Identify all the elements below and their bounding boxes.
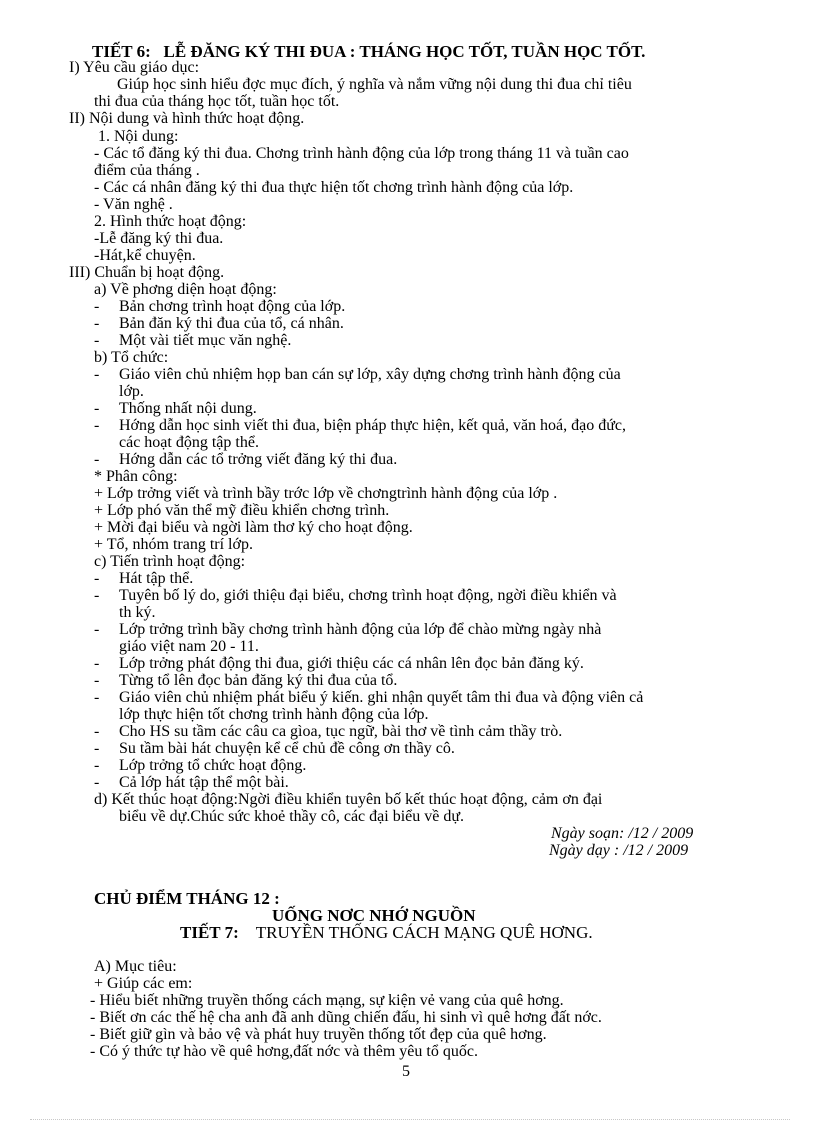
- list-item: Một vài tiết mục văn nghệ.: [119, 332, 292, 349]
- list-dash: -: [94, 366, 100, 383]
- month-theme-heading: CHỦ ĐIỂM THÁNG 12 :: [94, 889, 280, 908]
- lesson-6-label: TIẾT 6:: [92, 42, 151, 61]
- list-item: Giáo viên chủ nhiệm họp ban cán sự lớp, xây dựng chơng trình hành động của: [119, 366, 621, 383]
- prep-date: Ngày soạn: /12 / 2009: [551, 825, 694, 842]
- lesson-7-label: TIẾT 7:: [180, 923, 239, 942]
- list-item-cont: lớp thực hiện tốt chơng trình hành động của lớp.: [119, 706, 429, 723]
- text-line: + Tổ, nhóm trang trí lớp.: [94, 536, 253, 553]
- text-line: - Các tổ đăng ký thi đua. Chơng trình hành động của lớp trong tháng 11 và tuần cao: [94, 145, 629, 162]
- list-item: Giáo viên chủ nhiệm phát biểu ý kiến. ghi nhận quyết tâm thi đua và động viên cả: [119, 689, 644, 706]
- text-line: biểu về dự.Chúc sức khoẻ thầy cô, các đại biểu về dự.: [119, 808, 465, 825]
- list-item-cont: th ký.: [119, 604, 156, 621]
- text-line: - Biết ơn các thế hệ cha anh đã anh dũng chiến đấu, hi sinh vì quê hơng đất nớc.: [90, 1009, 602, 1026]
- text-line: + Mời đại biểu và ngời làm thơ ký cho hoạt động.: [94, 519, 413, 536]
- text-line: thi đua của tháng học tốt, tuần học tốt.: [94, 93, 340, 110]
- list-item: Lớp trởng tổ chức hoạt động.: [119, 757, 307, 774]
- list-item-cont: lớp.: [119, 383, 144, 400]
- text-line: II) Nội dung và hình thức hoạt động.: [69, 110, 305, 127]
- list-item: Hớng dẫn học sinh viết thi đua, biện pháp thực hiện, kết quả, văn hoá, đạo đức,: [119, 417, 627, 434]
- list-item: Thống nhất nội dung.: [119, 400, 257, 417]
- text-line: - Văn nghệ .: [94, 196, 173, 213]
- teaching-date: Ngày dạy : /12 / 2009: [549, 842, 689, 859]
- text-line: -Hát,kể chuyện.: [94, 247, 196, 264]
- lesson-7-heading: [180, 924, 593, 941]
- text-line: -Lễ đăng ký thi đua.: [94, 230, 224, 247]
- list-dash: -: [94, 451, 100, 468]
- list-item: Từng tổ lên đọc bản đăng ký thi đua của tổ.: [119, 672, 398, 689]
- lesson-6-title: LỄ ĐĂNG KÝ THI ĐUA : THÁNG HỌC TỐT, TUẦN HỌC TỐT.: [163, 42, 646, 61]
- text-line: - Có ý thức tự hào về quê hơng,đất nớc và thêm yêu tổ quốc.: [90, 1043, 478, 1060]
- text-line: điểm của tháng .: [94, 162, 200, 179]
- list-item: Tuyên bố lý do, giới thiệu đại biểu, chơng trình hoạt động, ngời điều khiển và: [119, 587, 617, 604]
- list-item: Cả lớp hát tập thể một bài.: [119, 774, 289, 791]
- list-dash: -: [94, 315, 100, 332]
- text-line: a) Về phơng diện hoạt động:: [94, 281, 277, 298]
- text-line: c) Tiến trình hoạt động:: [94, 553, 246, 570]
- list-item: Bản đăn ký thi đua của tổ, cá nhân.: [119, 315, 344, 332]
- page-number: 5: [402, 1063, 410, 1080]
- list-item: Lớp trởng trình bầy chơng trình hành động của lớp để chào mừng ngày nhà: [119, 621, 602, 638]
- list-item: Hớng dẫn các tổ trởng viết đăng ký thi đua.: [119, 451, 398, 468]
- list-item: Lớp trởng phát động thi đua, giới thiệu các cá nhân lên đọc bản đăng ký.: [119, 655, 584, 672]
- list-item-cont: các hoạt động tập thể.: [119, 434, 259, 451]
- list-item: Cho HS su tầm các câu ca gìoa, tục ngữ, bài thơ về tình cảm thầy trò.: [119, 723, 563, 740]
- text-line: - Hiểu biết những truyền thống cách mạng, sự kiện vẻ vang của quê hơng.: [90, 992, 564, 1009]
- text-line: 1. Nội dung:: [98, 128, 179, 145]
- list-dash: -: [94, 757, 100, 774]
- list-item: Hát tập thể.: [119, 570, 194, 587]
- list-dash: -: [94, 570, 100, 587]
- text-line: I) Yêu cầu giáo dục:: [69, 59, 200, 76]
- text-line: + Lớp trởng viết và trình bầy trớc lớp về chơngtrình hành động của lớp .: [94, 485, 558, 502]
- text-line: + Giúp các em:: [94, 975, 193, 992]
- text-line: - Biết giữ gìn và bảo vệ và phát huy truyền thống tốt đẹp của quê hơng.: [90, 1026, 547, 1043]
- list-dash: -: [94, 689, 100, 706]
- text-line: III) Chuẩn bị hoạt động.: [69, 264, 225, 281]
- list-dash: -: [94, 587, 100, 604]
- text-line: Giúp học sinh hiểu đợc mục đích, ý nghĩa và nắm vững nội dung thi đua chỉ tiêu: [117, 76, 632, 93]
- list-dash: -: [94, 417, 100, 434]
- text-line: 2. Hình thức hoạt động:: [94, 213, 247, 230]
- month-theme-subtitle: UỐNG NƠC NHỚ NGUỒN: [272, 906, 476, 925]
- list-dash: -: [94, 655, 100, 672]
- list-dash: -: [94, 774, 100, 791]
- text-line: - Các cá nhân đăng ký thi đua thực hiện tốt chơng trình hành động của lớp.: [94, 179, 574, 196]
- text-line: * Phân công:: [94, 468, 178, 485]
- list-dash: -: [94, 400, 100, 417]
- list-dash: -: [94, 332, 100, 349]
- list-dash: -: [94, 672, 100, 689]
- text-line: b) Tổ chức:: [94, 349, 169, 366]
- text-line: + Lớp phó văn thể mỹ điều khiển chơng trình.: [94, 502, 390, 519]
- list-item-cont: giáo việt nam 20 - 11.: [119, 638, 259, 655]
- lesson-6-heading: [92, 43, 645, 60]
- list-item: Su tầm bài hát chuyện kể cể chủ đề công ơn thầy cô.: [119, 740, 455, 757]
- text-line: d) Kết thúc hoạt động:Ngời điều khiển tuyên bố kết thúc hoạt động, cảm ơn đại: [94, 791, 603, 808]
- list-dash: -: [94, 740, 100, 757]
- list-dash: -: [94, 298, 100, 315]
- list-item: Bản chơng trình hoạt động của lớp.: [119, 298, 346, 315]
- text-line: A) Mục tiêu:: [94, 958, 177, 975]
- list-dash: -: [94, 723, 100, 740]
- lesson-7-title: TRUYỀN THỐNG CÁCH MẠNG QUÊ HƠNG.: [255, 923, 593, 942]
- page-bottom-divider: [30, 1119, 790, 1120]
- list-dash: -: [94, 621, 100, 638]
